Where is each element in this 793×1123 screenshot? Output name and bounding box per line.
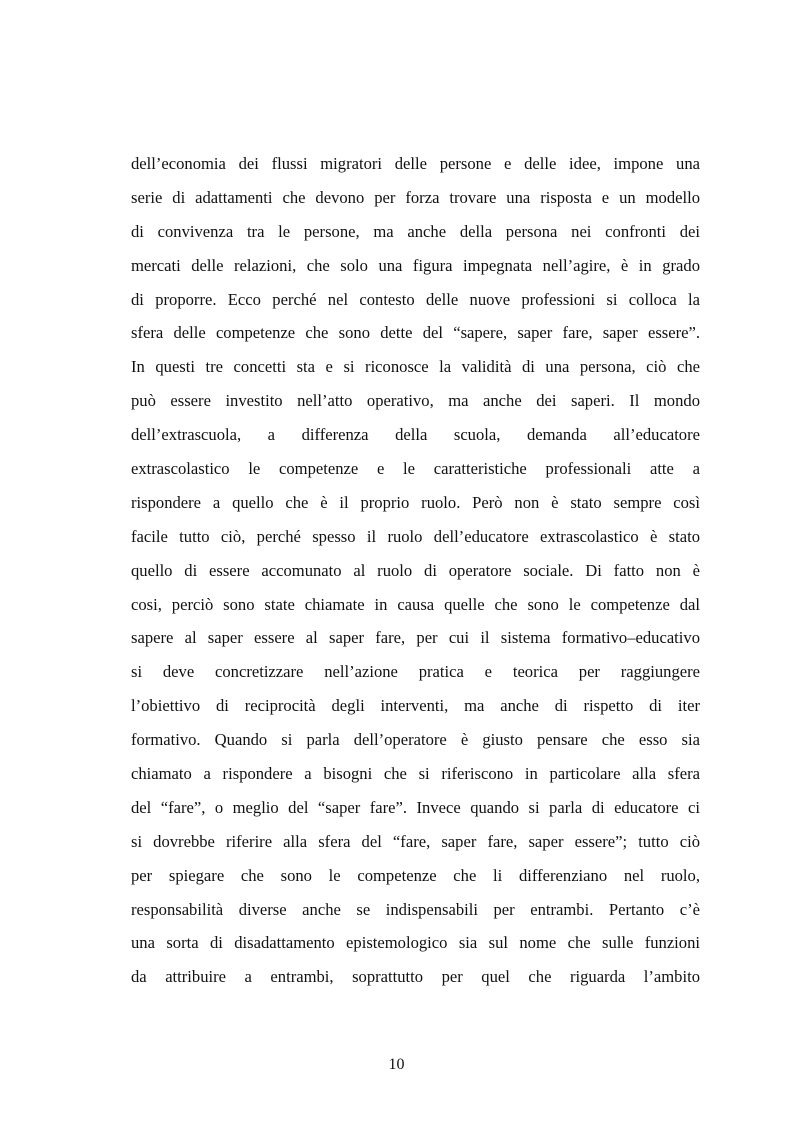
page-number: 10: [388, 1056, 405, 1073]
text-line: da attribuire a entrambi, soprattutto per quel che riguarda l’ambito: [131, 967, 700, 987]
text-line: sapere al saper essere al saper fare, per cui il sistema formativo–educativo: [131, 628, 700, 648]
text-line: rispondere a quello che è il proprio ruolo. Però non è stato sempre così: [131, 492, 700, 512]
text-line: l’obiettivo di reciprocità degli interventi, ma anche di rispetto di iter: [131, 696, 700, 716]
text-line: serie di adattamenti che devono per forza trovare una risposta e un modello: [131, 187, 700, 207]
text-line: si deve concretizzare nell’azione pratica e teorica per raggiungere: [131, 662, 700, 682]
body-paragraph: [131, 147, 700, 994]
text-line: quello di essere accomunato al ruolo di operatore sociale. Di fatto non è: [131, 560, 700, 580]
text-line: mercati delle relazioni, che solo una figura impegnata nell’agire, è in grado: [131, 255, 700, 275]
text-line: extrascolastico le competenze e le caratteristiche professionali atte a: [131, 459, 700, 479]
text-line: responsabilità diverse anche se indispensabili per entrambi. Pertanto c’è: [131, 899, 700, 919]
text-line: In questi tre concetti sta e si riconosce la validità di una persona, ciò che: [131, 357, 700, 377]
text-line: può essere investito nell’atto operativo, ma anche dei saperi. Il mondo: [131, 391, 700, 411]
text-line: di convivenza tra le persone, ma anche della persona nei confronti dei: [131, 221, 700, 241]
text-line: di proporre. Ecco perché nel contesto delle nuove professioni si colloca la: [131, 289, 700, 309]
text-line: si dovrebbe riferire alla sfera del “fare, saper fare, saper essere”; tutto ciò: [131, 831, 700, 851]
text-line: formativo. Quando si parla dell’operatore è giusto pensare che esso sia: [131, 730, 700, 750]
text-line: del “fare”, o meglio del “saper fare”. Invece quando si parla di educatore ci: [131, 797, 700, 817]
text-line: dell’economia dei flussi migratori delle persone e delle idee, impone una: [131, 154, 700, 173]
text-line: facile tutto ciò, perché spesso il ruolo dell’educatore extrascolastico è stato: [131, 526, 700, 546]
text-line: dell’extrascuola, a differenza della scuola, demanda all’educatore: [131, 425, 700, 445]
text-line: una sorta di disadattamento epistemologico sia sul nome che sulle funzioni: [131, 933, 700, 953]
text-line: chiamato a rispondere a bisogni che si riferiscono in particolare alla sfera: [131, 764, 700, 784]
text-line: sfera delle competenze che sono dette del “sapere, saper fare, saper essere”.: [131, 323, 700, 343]
text-line: per spiegare che sono le competenze che li differenziano nel ruolo,: [131, 865, 700, 885]
text-line: cosi, perciò sono state chiamate in causa quelle che sono le competenze dal: [131, 594, 700, 614]
